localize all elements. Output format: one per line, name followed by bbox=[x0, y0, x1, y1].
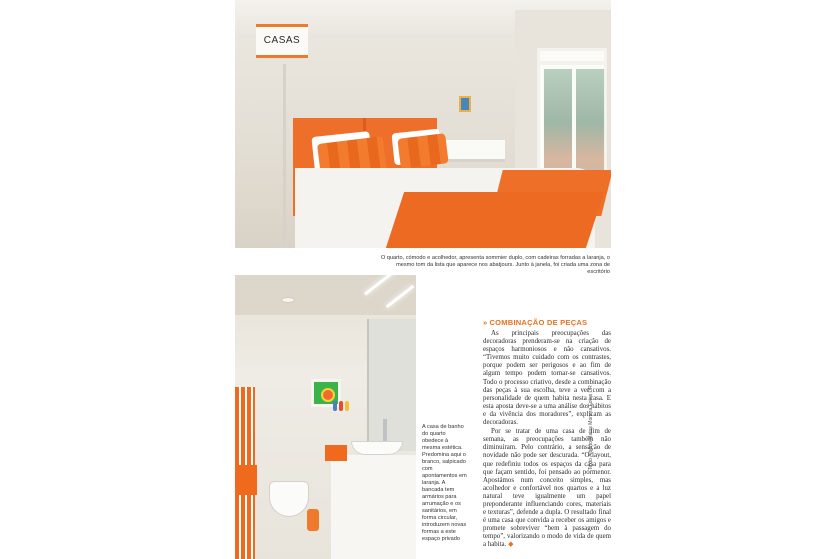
basin bbox=[351, 441, 403, 455]
article-heading bbox=[483, 318, 611, 327]
orange-throw bbox=[386, 192, 604, 248]
article-heading-text: COMBINAÇÃO DE PEÇAS bbox=[489, 318, 588, 327]
chevron-right-icon: » bbox=[483, 318, 488, 327]
bathroom-caption: A casa de banho do quarto obedece à mesma estética. Predomina aqui o branco, salpicado com apontamentos em laranja. A bancada tem armários para arrumação e os sanitários, em forma circular, introduzem novas formas a este espaço privado bbox=[422, 424, 467, 542]
section-label: CASAS bbox=[263, 35, 301, 46]
photo-credit: Texto Alberto Matos Moreira Fotos DR bbox=[588, 385, 594, 470]
section-badge bbox=[256, 24, 308, 58]
article-paragraph-1: As principais preocupações das decoradoras prenderam-se na criação de espaços harmoniosos e não cansativos. “Tivemos muito cuidado com os contrastes, porque podem ser perigosos e ao fim de algum tempo podem tornar-se cansativos. Todo o processo criativo, desde a combinação das peças à sua escolha, teve a ver com a personalidade de quem habita nesta casa. E esta aposta deve-se a uma análise dos hábitos e da vivência dos moradores”, explicam as decoradoras. bbox=[483, 330, 611, 427]
desk bbox=[445, 140, 505, 162]
bathroom-photo bbox=[235, 275, 416, 559]
vanity-counter bbox=[331, 451, 416, 559]
bedroom-caption: O quarto, cómodo e acolhedor, apresenta sommier duplo, com cadeiras forradas a laranja, o mesmo tom da lista que aparece nos abatjours. Junto à janela, foi criada uma zona de escritório bbox=[380, 255, 610, 275]
end-mark-icon: ◆ bbox=[508, 541, 514, 549]
article-paragraph-2: Por se tratar de uma casa de fim de semana, as preocupações também não diminuíram. Pelo contrário, a sensação de novidade não pode ser descurada. “O layout, que redefiniu todos os espaços da casa para que façam sentido, foi pensado ao pormenor. Apostámos num conceito simples, mas acolhedor e confortável nos quartos e a luz natural teve igualmente um papel preponderante influenciando cores, materiais e texturas”, defende a dupla. O resultado final é uma casa que convida a receber os amigos e promete sobreviver “bem à passagem do tempo”, valorizando o modo de vida de quem a habita. bbox=[483, 428, 611, 549]
toilet bbox=[269, 481, 309, 517]
